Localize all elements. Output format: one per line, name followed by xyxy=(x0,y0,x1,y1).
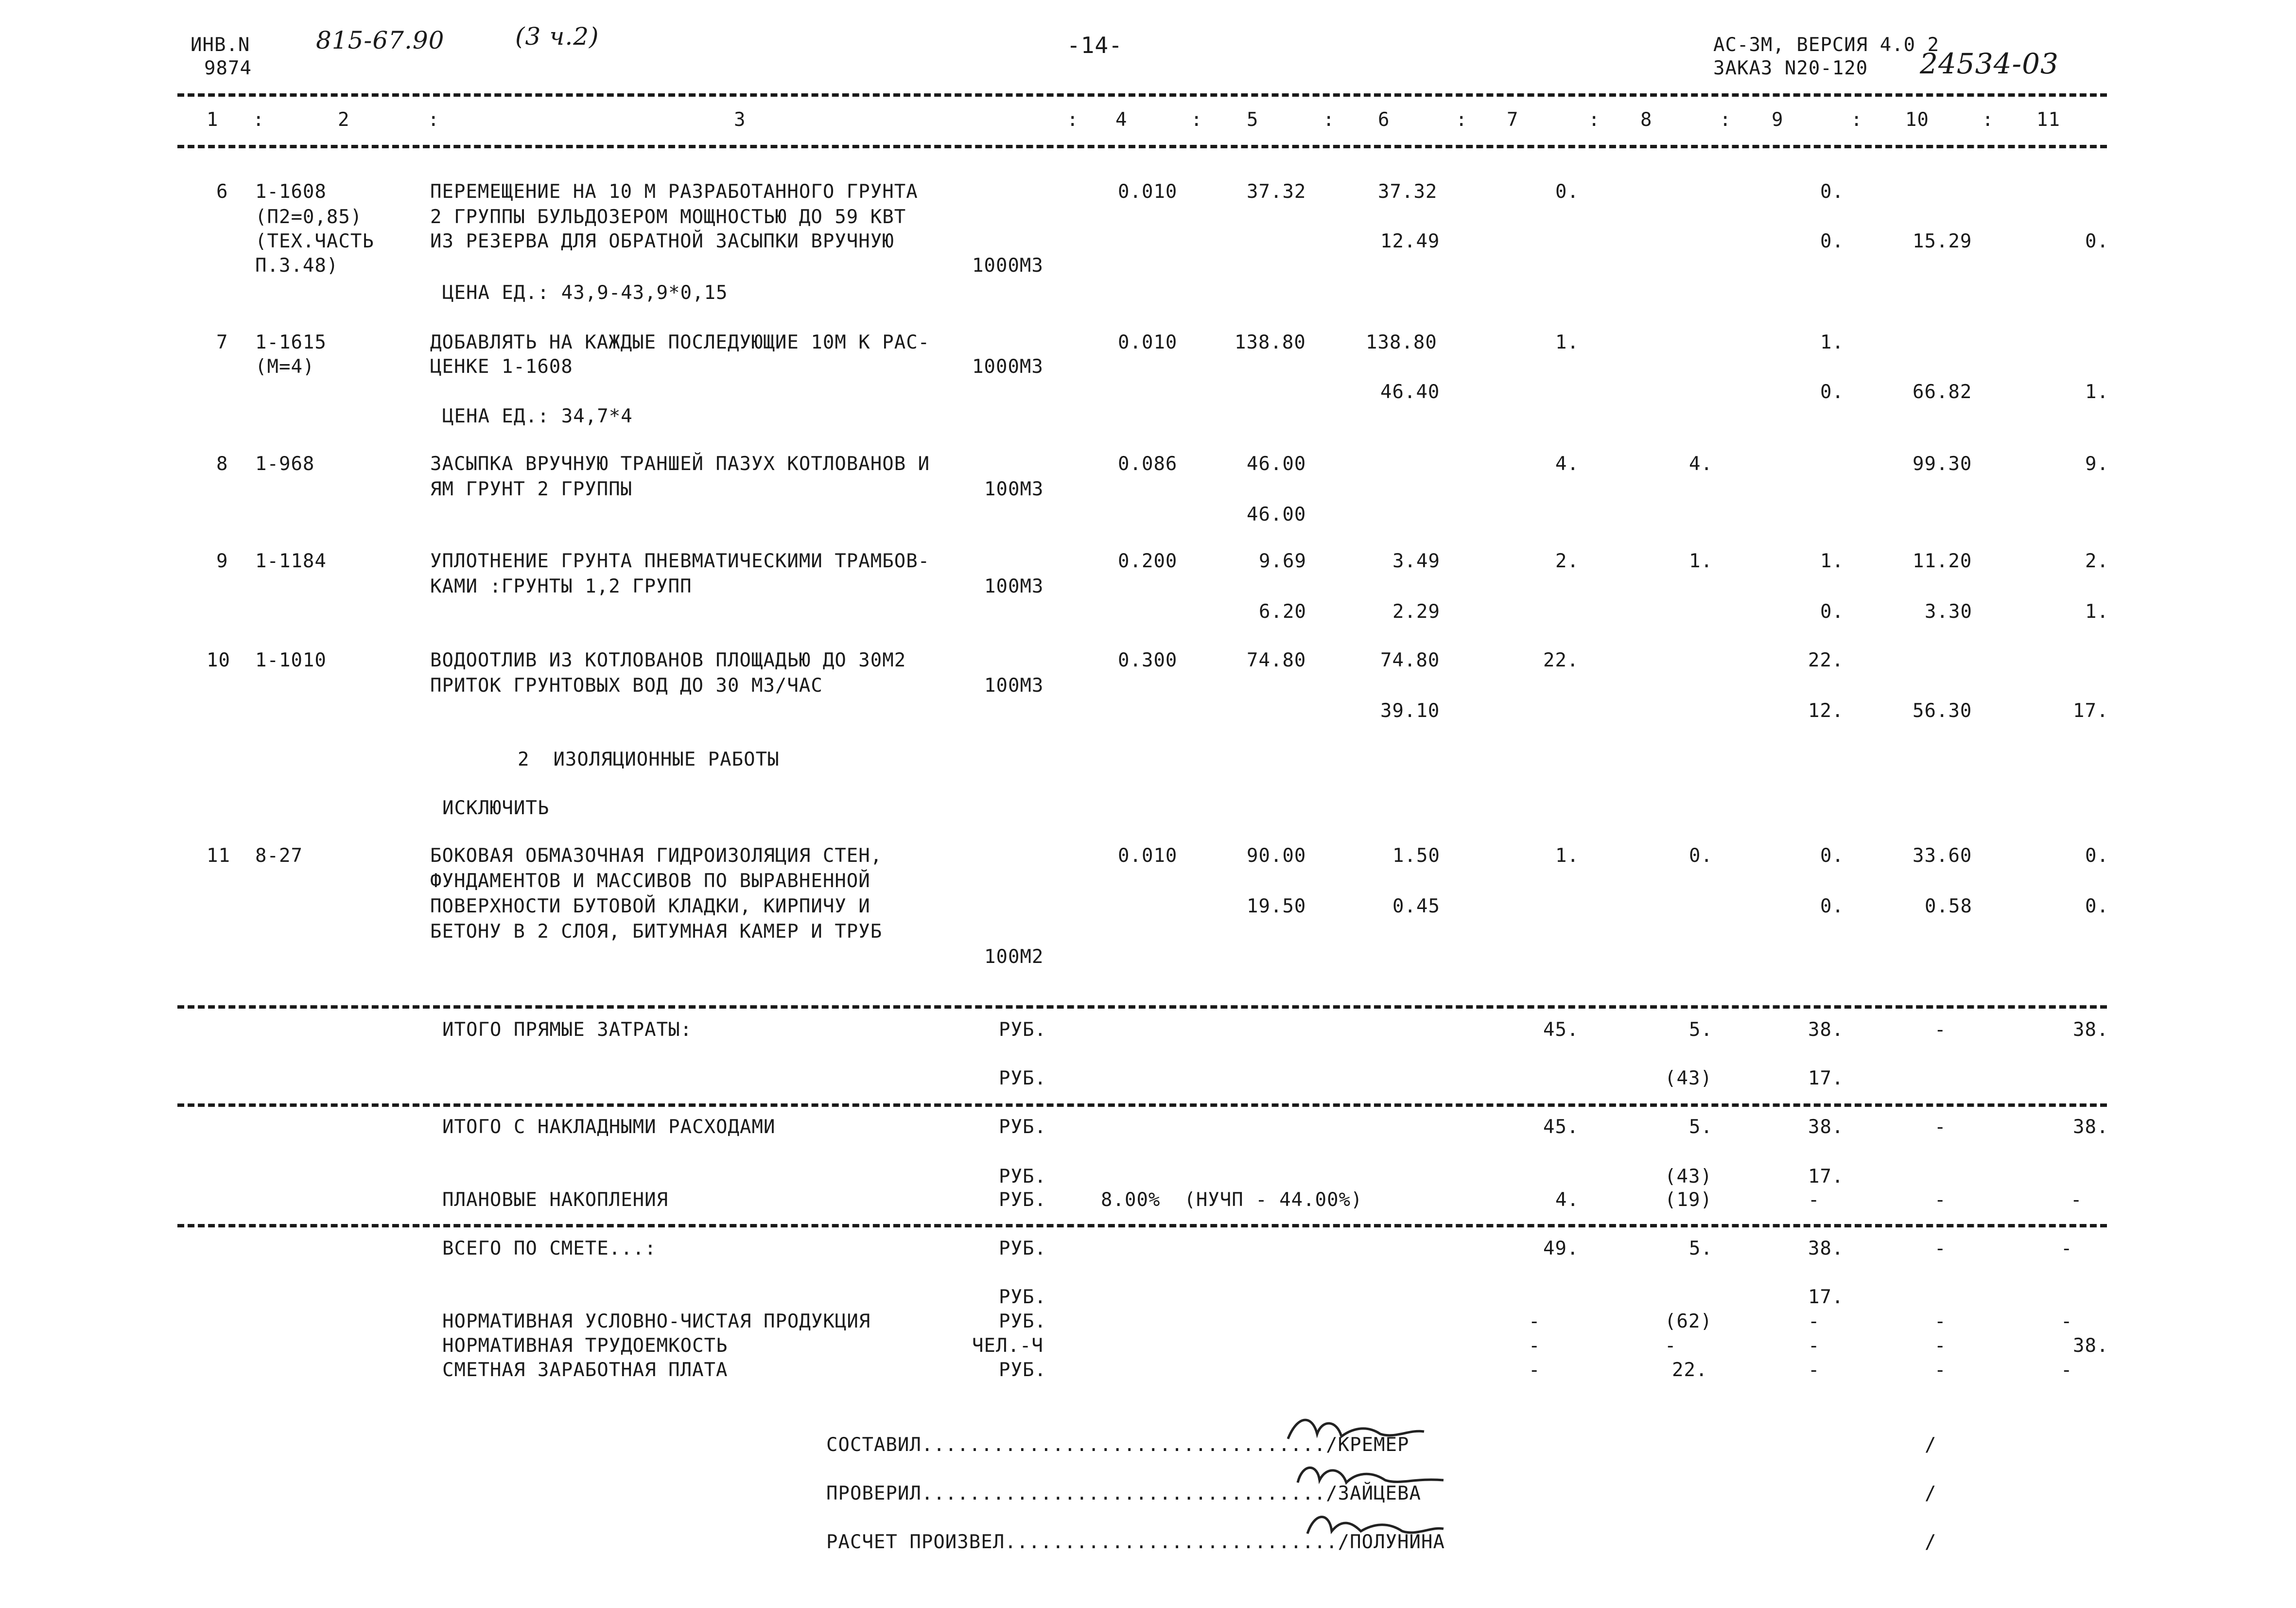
cell-c5a: 90.00 xyxy=(1247,845,1306,867)
totals-c9: - xyxy=(1808,1311,1820,1332)
cell-c4: 0.010 xyxy=(1118,845,1178,867)
col-header-6: 6 xyxy=(1378,109,1390,131)
col-sep: : xyxy=(1588,109,1600,131)
cell-c9a: 1. xyxy=(1820,332,1844,353)
cell-c9b: 12. xyxy=(1808,700,1844,722)
row-number: 7 xyxy=(216,332,228,353)
cell-c5: 37.32 xyxy=(1247,181,1306,203)
totals-c9: 38. xyxy=(1808,1116,1844,1138)
totals-unit: РУБ. xyxy=(999,1238,1046,1259)
col-header-1: 1 xyxy=(207,109,219,131)
handwritten-signature xyxy=(1283,1410,1429,1449)
signature-slash: / xyxy=(1925,1531,1937,1553)
row-description: ПРИТОК ГРУНТОВЫХ ВОД ДО 30 М3/ЧАС xyxy=(430,675,823,697)
cell-c11b: 0. xyxy=(2085,895,2109,917)
totals-c8b: (43) xyxy=(1665,1166,1712,1188)
cell-c10: 15.29 xyxy=(1913,230,1972,252)
rule-estimate xyxy=(177,1224,2107,1227)
row-code: 1-1608 xyxy=(255,181,327,203)
cell-c5b: 6.20 xyxy=(1259,601,1306,623)
cell-c6b: 46.40 xyxy=(1380,381,1440,403)
totals-label: ИТОГО С НАКЛАДНЫМИ РАСХОДАМИ xyxy=(442,1116,776,1138)
totals-percent: 8.00% (НУЧП - 44.00%) xyxy=(1101,1189,1363,1211)
row-description: БЕТОНУ В 2 СЛОЯ, БИТУМНАЯ КАМЕР И ТРУБ xyxy=(430,921,883,943)
totals-c7: - xyxy=(1529,1311,1541,1332)
totals-c11: 38. xyxy=(2073,1019,2109,1041)
totals-c10: - xyxy=(1934,1238,1947,1259)
cell-c5: 138.80 xyxy=(1235,332,1306,353)
rule-totals xyxy=(177,1005,2107,1009)
totals-c11: - xyxy=(2061,1311,2073,1332)
row-unit: 100М2 xyxy=(984,946,1044,968)
row-description: ЗАСЫПКА ВРУЧНУЮ ТРАНШЕЙ ПАЗУХ КОТЛОВАНОВ И xyxy=(430,453,930,475)
row-code: 1-1615 xyxy=(255,332,327,353)
totals-unit: РУБ. xyxy=(999,1116,1046,1138)
totals-unit: РУБ. xyxy=(999,1166,1046,1188)
cell-c4: 0.086 xyxy=(1118,453,1178,475)
row-description: УПЛОТНЕНИЕ ГРУНТА ПНЕВМАТИЧЕСКИМИ ТРАМБОВ- xyxy=(430,550,930,572)
col-header-5: 5 xyxy=(1247,109,1259,131)
totals-c9: 38. xyxy=(1808,1238,1844,1259)
row-number: 8 xyxy=(216,453,228,475)
row-description: ДОБАВЛЯТЬ НА КАЖДЫЕ ПОСЛЕДУЮЩИЕ 10М К РАС- xyxy=(430,332,930,353)
col-sep: : xyxy=(1323,109,1335,131)
cell-c6b: 0.45 xyxy=(1392,895,1440,917)
row-code: 1-968 xyxy=(255,453,315,475)
totals-c8b: (43) xyxy=(1665,1067,1712,1089)
col-sep: : xyxy=(1191,109,1203,131)
rule-overhead xyxy=(177,1103,2107,1107)
totals-c10: - xyxy=(1934,1359,1947,1381)
cell-c4: 0.300 xyxy=(1118,649,1178,671)
cell-c11: 1. xyxy=(2085,381,2109,403)
row-price-note: ЦЕНА ЕД.: 34,7*4 xyxy=(442,405,633,427)
rule-under-header xyxy=(177,145,2107,148)
totals-label: ИТОГО ПРЯМЫЕ ЗАТРАТЫ: xyxy=(442,1019,693,1041)
row-unit: 1000М3 xyxy=(972,356,1044,378)
totals-c9b: 17. xyxy=(1808,1067,1844,1089)
col-header-7: 7 xyxy=(1507,109,1519,131)
cell-c5a: 46.00 xyxy=(1247,453,1306,475)
cell-c7: 1. xyxy=(1555,332,1579,353)
row-unit: 100М3 xyxy=(984,576,1044,597)
cell-c10b: 0.58 xyxy=(1925,895,1972,917)
signature-line: ПРОВЕРИЛ................................../ЗАЙЦЕВА xyxy=(826,1483,1421,1504)
totals-c10: - xyxy=(1934,1019,1947,1041)
totals-c10: - xyxy=(1934,1311,1947,1332)
col-header-2: 2 xyxy=(338,109,350,131)
row-code-note: П.3.48) xyxy=(255,255,339,277)
col-sep: : xyxy=(428,109,440,131)
totals-unit: РУБ. xyxy=(999,1359,1046,1381)
cell-c9a: 22. xyxy=(1808,649,1844,671)
row-price-note: ЦЕНА ЕД.: 43,9-43,9*0,15 xyxy=(442,282,728,304)
program-version: АС-3М, ВЕРСИЯ 4.0 2 xyxy=(1713,34,1940,56)
cell-c10: 56.30 xyxy=(1913,700,1972,722)
cell-c10: 99.30 xyxy=(1913,453,1972,475)
row-number: 10 xyxy=(207,649,230,671)
cell-c7: 0. xyxy=(1555,181,1579,203)
totals-label: СМЕТНАЯ ЗАРАБОТНАЯ ПЛАТА xyxy=(442,1359,728,1381)
cell-c9b: 0. xyxy=(1820,230,1844,252)
col-header-8: 8 xyxy=(1640,109,1652,131)
row-code: 8-27 xyxy=(255,845,303,867)
cell-c7: 4. xyxy=(1555,453,1579,475)
row-unit: 100М3 xyxy=(984,478,1044,500)
signature-slash: / xyxy=(1925,1483,1937,1504)
col-sep: : xyxy=(1720,109,1732,131)
cell-c6a: 3.49 xyxy=(1392,550,1440,572)
totals-c8: - xyxy=(1665,1335,1677,1357)
totals-label: ВСЕГО ПО СМЕТЕ...: xyxy=(442,1238,657,1259)
section-title: 2 ИЗОЛЯЦИОННЫЕ РАБОТЫ xyxy=(518,749,780,770)
cell-c4: 0.200 xyxy=(1118,550,1178,572)
cell-c9a: 0. xyxy=(1820,181,1844,203)
row-description: БОКОВАЯ ОБМАЗОЧНАЯ ГИДРОИЗОЛЯЦИЯ СТЕН, xyxy=(430,845,883,867)
totals-c10: - xyxy=(1934,1335,1947,1357)
cell-c11a: 0. xyxy=(2085,845,2109,867)
cell-c6a: 37.32 xyxy=(1378,181,1438,203)
cell-c8: 1. xyxy=(1689,550,1713,572)
totals-c9b: 17. xyxy=(1808,1286,1844,1308)
totals-label: НОРМАТИВНАЯ ТРУДОЕМКОСТЬ xyxy=(442,1335,728,1357)
totals-unit: РУБ. xyxy=(999,1019,1046,1041)
document-number: 9874 xyxy=(204,57,252,79)
col-sep: : xyxy=(1982,109,1994,131)
totals-c9: - xyxy=(1808,1189,1820,1211)
totals-unit: РУБ. xyxy=(999,1067,1046,1089)
row-description: 2 ГРУППЫ БУЛЬДОЗЕРОМ МОЩНОСТЬЮ ДО 59 КВТ xyxy=(430,206,906,228)
row-number: 6 xyxy=(216,181,228,203)
row-description: ПОВЕРХНОСТИ БУТОВОЙ КЛАДКИ, КИРПИЧУ И xyxy=(430,895,870,917)
row-description: ПЕРЕМЕЩЕНИЕ НА 10 М РАЗРАБОТАННОГО ГРУНТА xyxy=(430,181,918,203)
cell-c11b: 1. xyxy=(2085,601,2109,623)
col-header-4: 4 xyxy=(1115,109,1128,131)
row-code-note: (М=4) xyxy=(255,356,315,378)
totals-c7: - xyxy=(1529,1335,1541,1357)
row-number: 11 xyxy=(207,845,230,867)
cell-c4: 0.010 xyxy=(1118,181,1178,203)
totals-c11: - xyxy=(2061,1238,2073,1259)
totals-c8: 5. xyxy=(1689,1116,1713,1138)
totals-unit: ЧЕЛ.-Ч xyxy=(972,1335,1044,1357)
cell-c9b: 0. xyxy=(1820,381,1844,403)
totals-c7: 45. xyxy=(1543,1116,1579,1138)
handwritten-signature xyxy=(1293,1456,1448,1495)
cell-c9a: 0. xyxy=(1820,845,1844,867)
cell-c10a: 33.60 xyxy=(1913,845,1972,867)
totals-c9: - xyxy=(1808,1335,1820,1357)
col-header-10: 10 xyxy=(1905,109,1929,131)
totals-c7: - xyxy=(1529,1359,1541,1381)
totals-c9b: 17. xyxy=(1808,1166,1844,1188)
row-code-note: (П2=0,85) xyxy=(255,206,363,228)
cell-c9a: 1. xyxy=(1820,550,1844,572)
totals-c7: 45. xyxy=(1543,1019,1579,1041)
col-header-11: 11 xyxy=(2036,109,2060,131)
order-label: ЗАКАЗ N20-120 xyxy=(1713,57,1868,79)
signature-line: РАСЧЕТ ПРОИЗВЕЛ............................/ПОЛУНИНА xyxy=(826,1531,1445,1553)
row-code-note: (ТЕХ.ЧАСТЬ xyxy=(255,230,374,252)
row-description: КАМИ :ГРУНТЫ 1,2 ГРУПП xyxy=(430,576,692,597)
totals-c8: 5. xyxy=(1689,1019,1713,1041)
totals-c10: - xyxy=(1934,1116,1947,1138)
cell-c8: 0. xyxy=(1689,845,1713,867)
cell-c11: 9. xyxy=(2085,453,2109,475)
cell-c7: 2. xyxy=(1555,550,1579,572)
totals-unit: РУБ. xyxy=(999,1286,1046,1308)
cell-c11a: 2. xyxy=(2085,550,2109,572)
order-handwritten-number: 24534-03 xyxy=(1920,47,2059,80)
totals-c11: 38. xyxy=(2073,1116,2109,1138)
col-sep: : xyxy=(1067,109,1079,131)
row-unit: 1000М3 xyxy=(972,255,1044,277)
totals-c8: (62) xyxy=(1665,1311,1712,1332)
col-sep: : xyxy=(1456,109,1468,131)
signature-line: СОСТАВИЛ................................../КРЕМЕР xyxy=(826,1434,1409,1456)
cell-c6b: 12.49 xyxy=(1380,230,1440,252)
totals-c11: 38. xyxy=(2073,1335,2109,1357)
col-header-9: 9 xyxy=(1772,109,1784,131)
cell-c11: 0. xyxy=(2085,230,2109,252)
totals-unit: РУБ. xyxy=(999,1311,1046,1332)
row-description: ВОДООТЛИВ ИЗ КОТЛОВАНОВ ПЛОЩАДЬЮ ДО 30М2 xyxy=(430,649,906,671)
cell-c6a: 138.80 xyxy=(1366,332,1437,353)
row-description: ФУНДАМЕНТОВ И МАССИВОВ ПО ВЫРАВНЕННОЙ xyxy=(430,870,870,892)
page-number: -14- xyxy=(1067,32,1123,58)
cell-c11: 17. xyxy=(2073,700,2109,722)
row-description: ИЗ РЕЗЕРВА ДЛЯ ОБРАТНОЙ ЗАСЫПКИ ВРУЧНУЮ xyxy=(430,230,894,252)
cell-c4: 0.010 xyxy=(1118,332,1178,353)
cell-c6b: 39.10 xyxy=(1380,700,1440,722)
totals-c8: 5. xyxy=(1689,1238,1713,1259)
cell-c10: 66.82 xyxy=(1913,381,1972,403)
totals-label: ПЛАНОВЫЕ НАКОПЛЕНИЯ xyxy=(442,1189,669,1211)
col-sep: : xyxy=(253,109,265,131)
cell-c10a: 11.20 xyxy=(1913,550,1972,572)
cell-c5b: 19.50 xyxy=(1247,895,1306,917)
totals-c8: 22. xyxy=(1672,1359,1708,1381)
totals-c9: 38. xyxy=(1808,1019,1844,1041)
totals-unit: РУБ. xyxy=(999,1189,1046,1211)
cell-c9b: 0. xyxy=(1820,601,1844,623)
inv-handwritten-note: (3 ч.2) xyxy=(515,22,599,51)
cell-c10b: 3.30 xyxy=(1925,601,1972,623)
row-description: ЯМ ГРУНТ 2 ГРУППЫ xyxy=(430,478,633,500)
cell-c6a: 74.80 xyxy=(1380,649,1440,671)
cell-c5b: 46.00 xyxy=(1247,504,1306,525)
cell-c5: 74.80 xyxy=(1247,649,1306,671)
totals-c11: - xyxy=(2061,1359,2073,1381)
cell-c7: 22. xyxy=(1543,649,1579,671)
totals-c11: - xyxy=(2070,1189,2083,1211)
cell-c8: 4. xyxy=(1689,453,1713,475)
cell-c6b: 2.29 xyxy=(1392,601,1440,623)
rule-top xyxy=(177,93,2107,97)
row-unit: 100М3 xyxy=(984,675,1044,697)
cell-c7: 1. xyxy=(1555,845,1579,867)
row-code: 1-1010 xyxy=(255,649,327,671)
totals-c8: (19) xyxy=(1665,1189,1712,1211)
inv-handwritten-number: 815-67.90 xyxy=(316,26,445,54)
inv-label: ИНВ.N xyxy=(191,34,250,56)
totals-c9: - xyxy=(1808,1359,1820,1381)
totals-c7: 49. xyxy=(1543,1238,1579,1259)
col-header-3: 3 xyxy=(734,109,746,131)
totals-c10: - xyxy=(1934,1189,1947,1211)
signature-slash: / xyxy=(1925,1434,1937,1456)
cell-c9b: 0. xyxy=(1820,895,1844,917)
totals-c7: 4. xyxy=(1555,1189,1579,1211)
row-number: 9 xyxy=(216,550,228,572)
handwritten-signature xyxy=(1303,1504,1448,1543)
row-description: ЦЕНКЕ 1-1608 xyxy=(430,356,573,378)
cell-c6a: 1.50 xyxy=(1392,845,1440,867)
totals-label: НОРМАТИВНАЯ УСЛОВНО-ЧИСТАЯ ПРОДУКЦИЯ xyxy=(442,1311,871,1332)
exclude-label: ИСКЛЮЧИТЬ xyxy=(442,797,550,819)
row-code: 1-1184 xyxy=(255,550,327,572)
col-sep: : xyxy=(1851,109,1863,131)
cell-c5a: 9.69 xyxy=(1259,550,1306,572)
